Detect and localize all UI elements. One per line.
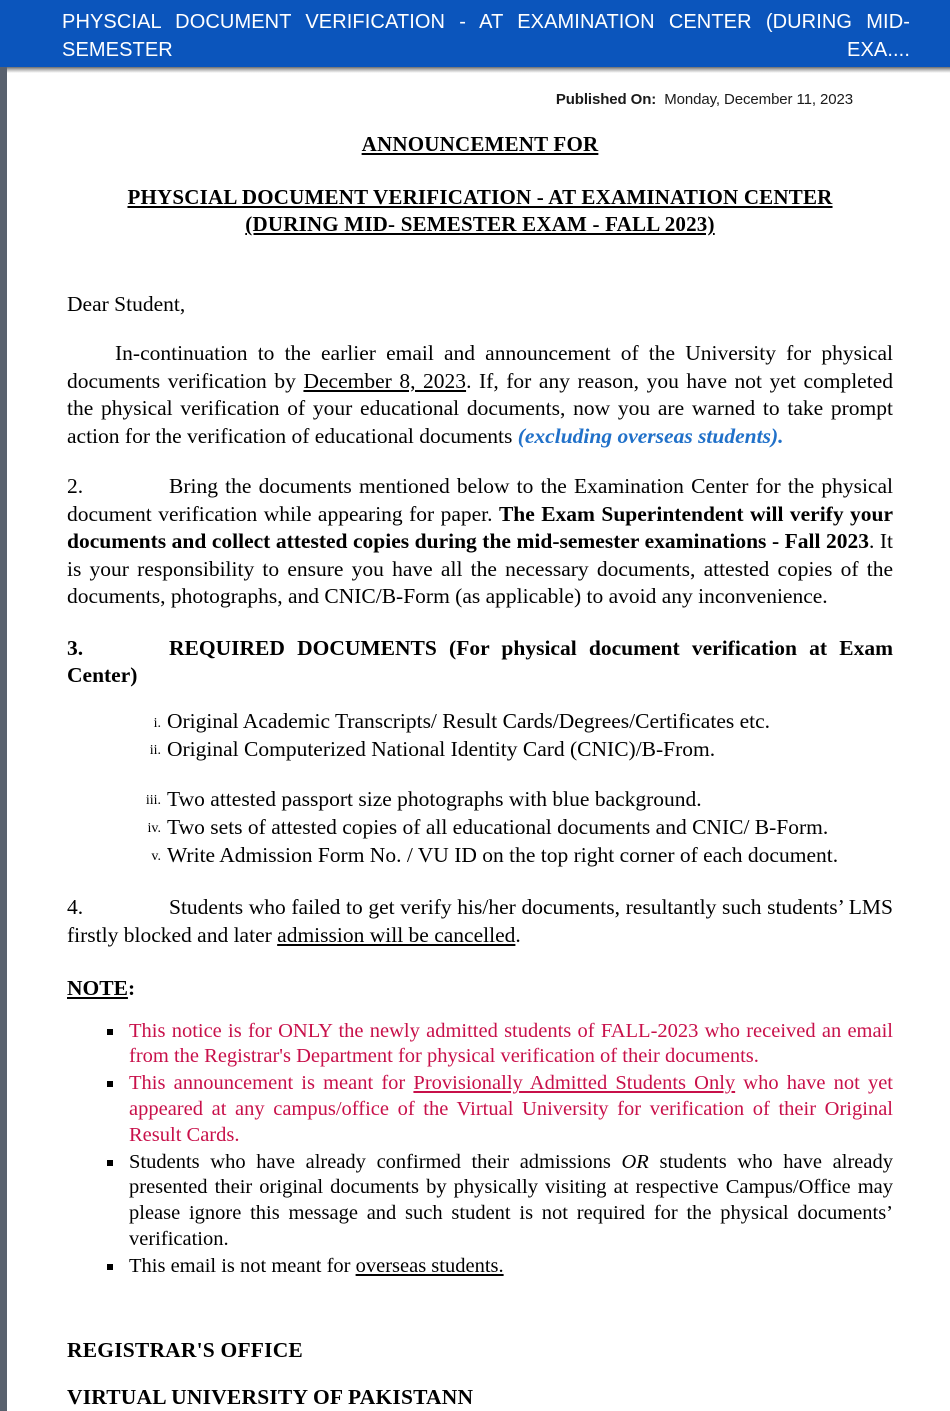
salutation: Dear Student, (67, 291, 186, 316)
list-item-text: Two sets of attested copies of all educational documents and CNIC/ B-Form. (167, 814, 829, 839)
document-page (0, 67, 950, 1411)
list-item (139, 708, 893, 736)
required-documents-list (67, 708, 893, 870)
paragraph-4-part-2: . (515, 922, 521, 947)
paragraph-3 (67, 635, 893, 690)
bullet-text-part-1: This notice is for ONLY the newly admitted students of FALL-2023 who received an email from the Registrar's Department for physical verification of their documents. (129, 1019, 893, 1068)
paragraph-3-heading: REQUIRED DOCUMENTS (For physical document verification at Exam Center) (67, 635, 893, 688)
paragraph-3-number: 3. (67, 635, 84, 660)
list-item (103, 1071, 893, 1148)
paragraph-2-part-2: . It is your responsibility to ensure you have all the necessary documents, attested copies of the documents, photographs, and CNIC/B-Form (as applicable) to avoid any inconvenience. (67, 529, 893, 609)
signature-block (67, 1338, 893, 1410)
list-item-text: Two attested passport size photographs with blue background. (167, 786, 702, 811)
document-content (7, 67, 950, 1410)
document-title-line-1: PHYSCIAL DOCUMENT VERIFICATION - AT EXAMINATION CENTER (127, 185, 833, 209)
list-item (139, 842, 893, 870)
paragraph-1-exclusion-note: (excluding overseas students). (517, 423, 784, 448)
note-heading-colon: : (127, 975, 136, 1000)
paragraph-2-bold-emphasis: The Exam Superintendent will verify your documents and collect attested copies during the mid-semester examinations - Fall 2023 (67, 501, 893, 554)
list-item-text: Original Academic Transcripts/ Result Cards/Degrees/Certificates etc. (167, 708, 771, 733)
paragraph-2-part-1: Bring the documents mentioned below to the Examination Center for the physical document verification while appearing for paper. (67, 474, 893, 526)
window-title-text: PHYSCIAL DOCUMENT VERIFICATION - AT EXAMINATION CENTER (DURING MID- SEMESTER EXA.... (62, 11, 910, 62)
bullet-text-part-1: This email is not meant for (129, 1254, 356, 1277)
published-on-label: Published On: (555, 91, 657, 108)
paragraph-4-part-1: Students who failed to get verify his/her documents, resultantly such students’ LMS firstly blocked and later (67, 895, 893, 947)
bullet-text-part-2: who have not yet appeared at any campus/office of the Virtual University for verification of their Original Result Cards. (129, 1072, 893, 1146)
document-title-line-2: (DURING MID- SEMESTER EXAM - FALL 2023) (245, 212, 715, 237)
published-on (67, 67, 893, 108)
announcement-heading-text: ANNOUNCEMENT FOR (361, 132, 599, 156)
paragraph-2 (67, 473, 893, 611)
list-item (103, 1254, 893, 1280)
university-name-line: VIRTUAL UNIVERSITY OF PAKISTANN (67, 1384, 474, 1409)
roman-numeral: i. (153, 715, 161, 731)
note-heading (67, 976, 893, 1001)
bullet-underlined-phrase: Provisionally Admitted Students Only (413, 1072, 736, 1095)
paragraph-2-number: 2. (67, 474, 84, 499)
published-on-value: Monday, December 11, 2023 (664, 91, 853, 108)
bullet-text-part-2: students who have already presented their original documents by physically visiting at respective Campus/Office may please ignore this message and such student is not required for the physical documents’ verification. (129, 1150, 893, 1251)
roman-numeral: v. (151, 849, 161, 865)
bullet-italic-or: OR (621, 1150, 649, 1173)
window-title-bar (0, 0, 950, 67)
roman-numeral: iii. (145, 793, 161, 809)
paragraph-4 (67, 894, 893, 949)
paragraph-4-underlined-warning: admission will be cancelled (277, 922, 516, 947)
paragraph-1 (67, 340, 893, 450)
bullet-text-part-1: This announcement is meant for (129, 1072, 414, 1095)
bullet-text-part-1: Students who have already confirmed their admissions (129, 1150, 622, 1173)
roman-numeral: ii. (149, 743, 161, 759)
roman-numeral: iv. (147, 821, 161, 837)
paragraph-1-deadline-date: December 8, 2023 (303, 368, 467, 393)
paragraph-1-part-2: . If, for any reason, you have not yet completed the physical verification of your educational documents, now you are warned to take prompt action for the verification of educational documents (67, 368, 893, 448)
list-item-text: Original Computerized National Identity Card (CNIC)/B-From. (167, 736, 716, 761)
paragraph-4-number: 4. (67, 895, 84, 920)
list-item (139, 814, 893, 842)
note-heading-label: NOTE (67, 975, 128, 1000)
announcement-heading (67, 132, 893, 157)
list-item (103, 1019, 893, 1071)
bullet-underlined-phrase: overseas students. (355, 1254, 504, 1277)
paragraph-1-part-1: In-continuation to the earlier email and announcement of the University for physical documents verification by (67, 341, 893, 393)
registrar-office-line: REGISTRAR'S OFFICE (67, 1337, 303, 1362)
list-item-text: Write Admission Form No. / VU ID on the top right corner of each document. (167, 842, 839, 867)
list-item (139, 786, 893, 814)
note-bullet-list (67, 1019, 893, 1280)
document-title (67, 184, 893, 239)
list-item (103, 1150, 893, 1253)
list-item (139, 736, 893, 764)
